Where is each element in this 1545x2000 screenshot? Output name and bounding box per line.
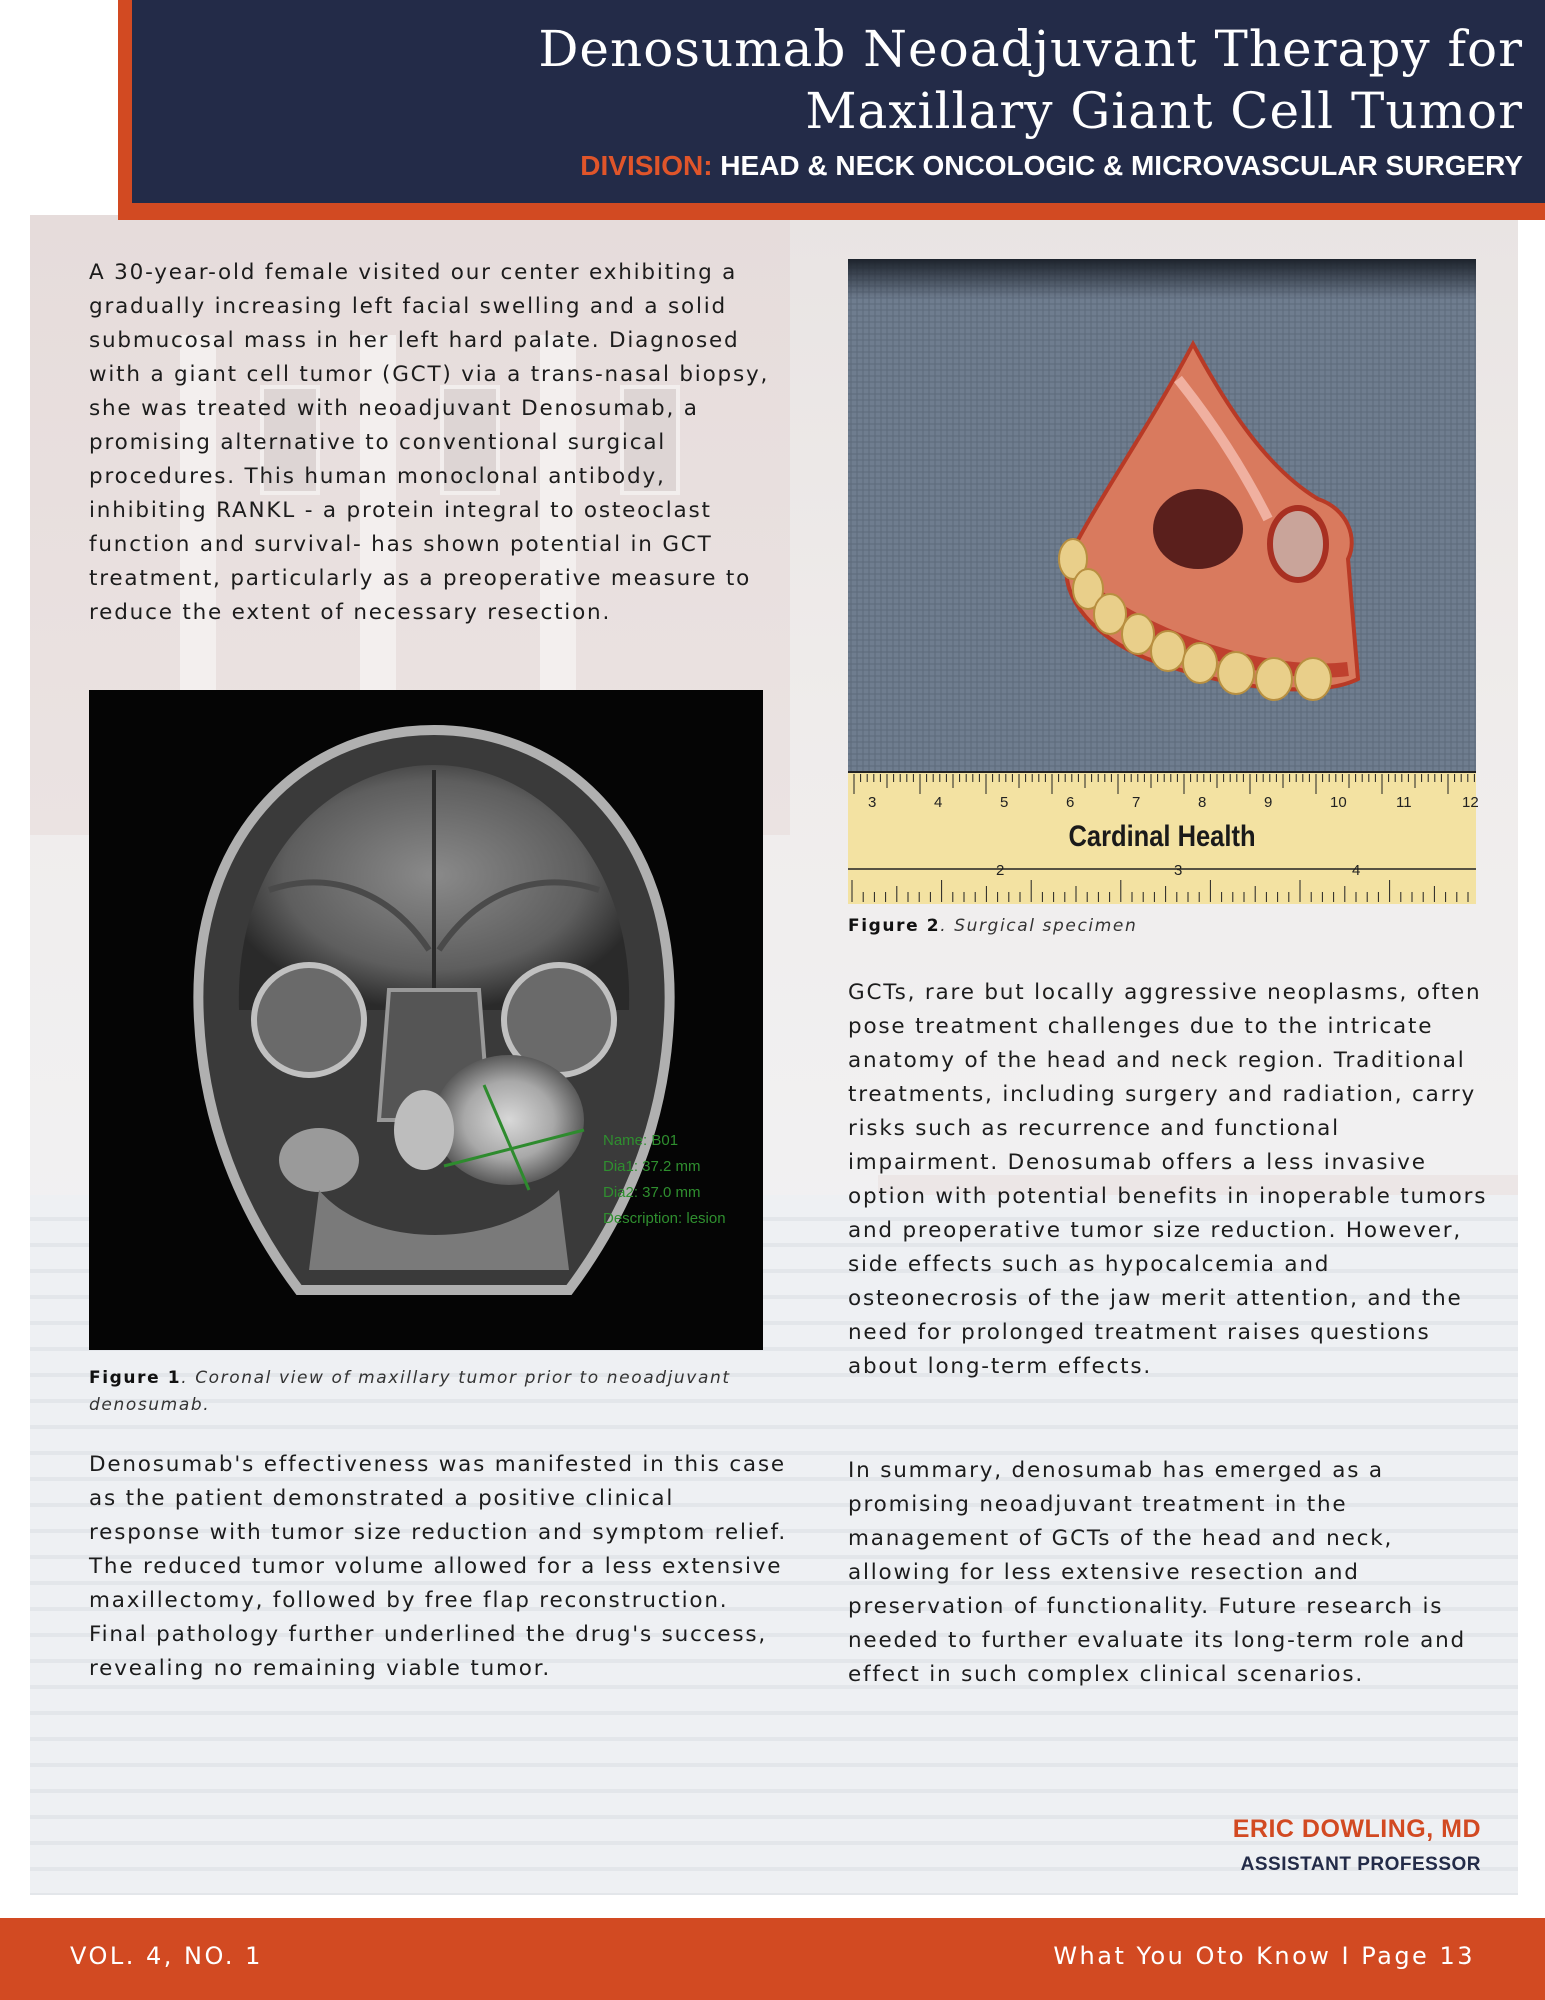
overlay-dia2: Dia2: 37.0 mm: [603, 1184, 701, 1201]
figure-2-caption: [848, 913, 1488, 940]
ruler-brand: Cardinal Health: [1068, 820, 1256, 853]
ruler-bottom-number: 3: [1174, 862, 1183, 879]
ruler-bottom-number: 4: [1352, 862, 1361, 879]
division-line: [580, 150, 1523, 182]
ruler-bottom-number: 2: [996, 862, 1005, 879]
title-line-1: Denosumab Neoadjuvant Therapy for: [538, 20, 1523, 78]
overlay-name: Name: B01: [603, 1132, 679, 1149]
title-line-2: Maxillary Giant Cell Tumor: [805, 82, 1523, 140]
figure-1-label: Figure 1: [89, 1368, 182, 1388]
figure-2-caption-text: . Surgical specimen: [940, 916, 1138, 936]
division-label: DIVISION:: [580, 150, 713, 181]
ruler-top-number: 6: [1066, 794, 1075, 811]
footer-page: What You Oto Know I Page 13: [1053, 1942, 1475, 1970]
header-banner: [132, 0, 1545, 203]
ruler-top-number: 9: [1264, 794, 1273, 811]
figure-1-caption: [89, 1365, 769, 1419]
paragraph-summary: In summary, denosumab has emerged as a promising neoadjuvant treatment in the management of GCTs of the head and neck, allowing for less extensive resection and preservation of functionality. Future research is needed to further evaluate its long-term role and effect in such complex clinical scenarios.: [848, 1458, 1466, 1687]
overlay-description: Description: lesion: [603, 1210, 726, 1227]
author-block: [1233, 1815, 1481, 1876]
paragraph-intro: A 30-year-old female visited our center exhibiting a gradually increasing left facial swelling and a solid submucosal mass in her left hard palate. Diagnosed with a giant cell tumor (GCT) via a trans-nasal biopsy, she was treated with neoadjuvant Denosumab, a promising alternative to conventional surgical procedures. This human monoclonal antibody, inhibiting RANKL - a protein integral to osteoclast function and survival- has shown potential in GCT treatment, particularly as a preoperative measure to reduce the extent of necessary resection.: [89, 260, 770, 625]
figure-1-mri-image: [89, 690, 763, 1350]
figure-2-label: Figure 2: [848, 916, 941, 936]
ruler-top-number: 12: [1462, 794, 1479, 811]
ruler-top-number: 4: [934, 794, 943, 811]
author-role: ASSISTANT PROFESSOR: [1240, 1854, 1481, 1875]
overlay-dia1: Dia1: 37.2 mm: [603, 1158, 701, 1175]
author-name: ERIC DOWLING, MD: [1232, 1815, 1481, 1843]
measurement-overlay: [603, 1128, 726, 1232]
ruler-top-number: 7: [1132, 794, 1141, 811]
ruler-top-number: 5: [1000, 794, 1009, 811]
figure-1-caption-text: . Coronal view of maxillary tumor prior to neoadjuvant denosumab.: [89, 1368, 731, 1415]
division-name: HEAD & NECK ONCOLOGIC & MICROVASCULAR SURGERY: [720, 150, 1523, 181]
ruler-top-number: 8: [1198, 794, 1207, 811]
ruler-top-number: 11: [1396, 794, 1412, 811]
paragraph-discussion: GCTs, rare but locally aggressive neoplasms, often pose treatment challenges due to the intricate anatomy of the head and neck region. Traditional treatments, including surgery and radiation, carry risks such as recurrence and functional impairment. Denosumab offers a less invasive option with potential benefits in inoperable tumors and preoperative tumor size reduction. However, side effects such as hypocalcemia and osteonecrosis of the jaw merit attention, and the need for prolonged treatment raises questions about long-term effects.: [848, 980, 1488, 1379]
page-title: [538, 18, 1523, 142]
footer-volume: VOL. 4, NO. 1: [70, 1942, 263, 1970]
ruler-top-number: 10: [1330, 794, 1347, 811]
figure-2-specimen-photo: [848, 259, 1479, 904]
ruler-top-number: 3: [868, 794, 877, 811]
footer-bar: [0, 1918, 1545, 2000]
mri-scan-illustration: [89, 690, 763, 1350]
paragraph-outcome: Denosumab's effectiveness was manifested in this case as the patient demonstrated a positive clinical response with tumor size reduction and symptom relief. The reduced tumor volume allowed for a less extensive maxillectomy, followed by free flap reconstruction. Final pathology further underlined the drug's success, revealing no remaining viable tumor.: [89, 1452, 787, 1681]
